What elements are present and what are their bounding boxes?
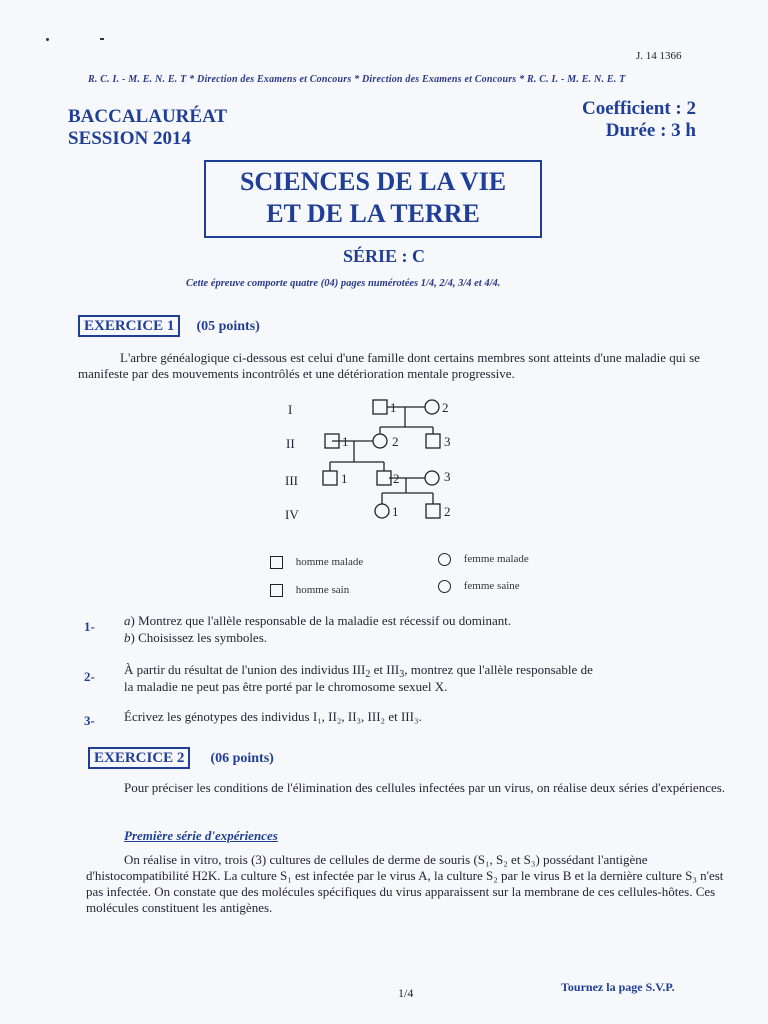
individual-II3-male-square [426, 434, 440, 448]
exercise1-heading [78, 317, 260, 335]
duration-label: Durée : 3 h [605, 120, 696, 141]
exercise1-points: (05 points) [196, 319, 260, 334]
question-number: 2- [84, 669, 95, 684]
exercise1-intro: L'arbre généalogique ci-dessous est celui d'une famille dont certains membres sont atteints d'une maladie qui se manifeste par des mouvements incontrôlés et une détérioration mentale progressive. [78, 350, 700, 381]
page-number: 1/4 [398, 986, 414, 1000]
question-1-text [124, 612, 684, 646]
exam-title-block [68, 106, 227, 150]
individual-number: 2 [444, 504, 451, 519]
individual-IV1-female-circle [375, 504, 389, 518]
question-3 [84, 712, 95, 730]
question-number: 3- [84, 713, 95, 728]
exercise1-label: EXERCICE 1 [78, 315, 180, 337]
legend-item-femme-saine: femme saine [438, 580, 520, 593]
question-1a: a) Montrez que l'allèle responsable de la maladie est récessif ou dominant. [124, 613, 512, 628]
legend-item-femme-malade: femme malade [438, 553, 529, 566]
exercise2-paragraph: On réalise in vitro, trois (3) cultures de cellules de derme de souris (S₁, S₂ et S₃) possédant l'antigène d'histocompatibilité H2K. La culture S₁ est infectée par le virus A, la culture S₂ par le virus B et la dernière culture S₃ n'est pas infectée. On constate que des molécules spécifiques du virus apparaissent sur la membrane de ces cellules-hôtes. Ces molécules constituent les antigènes. [86, 852, 724, 915]
individual-number: 1 [341, 471, 348, 486]
scan-speck [46, 38, 49, 41]
institution-header: R. C. I. - M. E. N. E. T * Direction des Examens et Concours * Direction des Examens et Concours * R. C. I. - M. E. N. E. T [88, 74, 626, 85]
exercise2-points: (06 points) [210, 751, 274, 766]
individual-number: 2 [393, 471, 400, 486]
serie-label: SÉRIE : C [342, 246, 426, 266]
subject-title-line2: ET DE LA TERRE [266, 199, 480, 228]
experiment-series-title: Première série d'expériences [124, 828, 278, 843]
turn-page-note: Tournez la page S.V.P. [561, 980, 675, 994]
question-2-text: À partir du résultat de l'union des individus $III_2$ et $III_3$, montrez que l'allèle responsable de la maladie ne peut pas être porté par le chromosome sexuel X. [124, 662, 593, 694]
individual-III1-male-square [323, 471, 337, 485]
individual-number: 2 [392, 434, 399, 449]
individual-I2-female-circle [425, 400, 439, 414]
individual-number: 1 [392, 504, 399, 519]
subject-title-line1: SCIENCES DE LA VIE [239, 167, 507, 196]
exercise2-intro: Pour préciser les conditions de l'élimination des cellules infectées par un virus, on réalise deux séries d'expériences. [124, 780, 726, 795]
generation-label-III: III [285, 473, 298, 488]
legend-item-homme-malade: homme malade [270, 556, 363, 569]
generation-label-IV: IV [285, 507, 299, 522]
individual-II2-female-circle [373, 434, 387, 448]
individual-number: 3 [444, 434, 451, 449]
coefficient-label: Coefficient : 2 [582, 98, 696, 119]
question-1b: b) Choisissez les symboles. [124, 630, 268, 645]
session-label: SESSION 2014 [68, 128, 192, 149]
exam-info-block [566, 98, 696, 142]
generation-label-I: I [288, 402, 293, 417]
female-circle-icon [438, 553, 451, 566]
individual-number: 2 [442, 400, 449, 415]
generation-label-II: II [286, 436, 295, 451]
subject-title-box [204, 160, 542, 238]
individual-number: 1 [390, 400, 397, 415]
male-square-icon [270, 584, 283, 597]
scan-speck [100, 38, 104, 40]
legend-item-homme-sain: homme sain [270, 584, 349, 597]
page-count-note: Cette épreuve comporte quatre (04) pages numérotées 1/4, 2/4, 3/4 et 4/4. [186, 278, 501, 289]
female-circle-icon [438, 580, 451, 593]
individual-I1-male-square [373, 400, 387, 414]
question-1 [84, 618, 95, 636]
individual-III3-female-circle [425, 471, 439, 485]
exercise2-label: EXERCICE 2 [88, 747, 190, 769]
individual-IV2-male-square [426, 504, 440, 518]
document-reference: J. 14 1366 [636, 50, 682, 62]
question-3-text: Écrivez les génotypes des individus I₁, II₂, II₃, III₂ et III₃. [124, 709, 422, 724]
question-2 [84, 668, 95, 686]
bac-label: BACCALAURÉAT [68, 106, 228, 127]
individual-III2-male-square [377, 471, 391, 485]
exercise2-heading [88, 749, 274, 767]
individual-number: 1 [342, 434, 349, 449]
individual-number: 3 [444, 469, 451, 484]
question-number: 1- [84, 619, 95, 634]
male-square-icon [270, 556, 283, 569]
